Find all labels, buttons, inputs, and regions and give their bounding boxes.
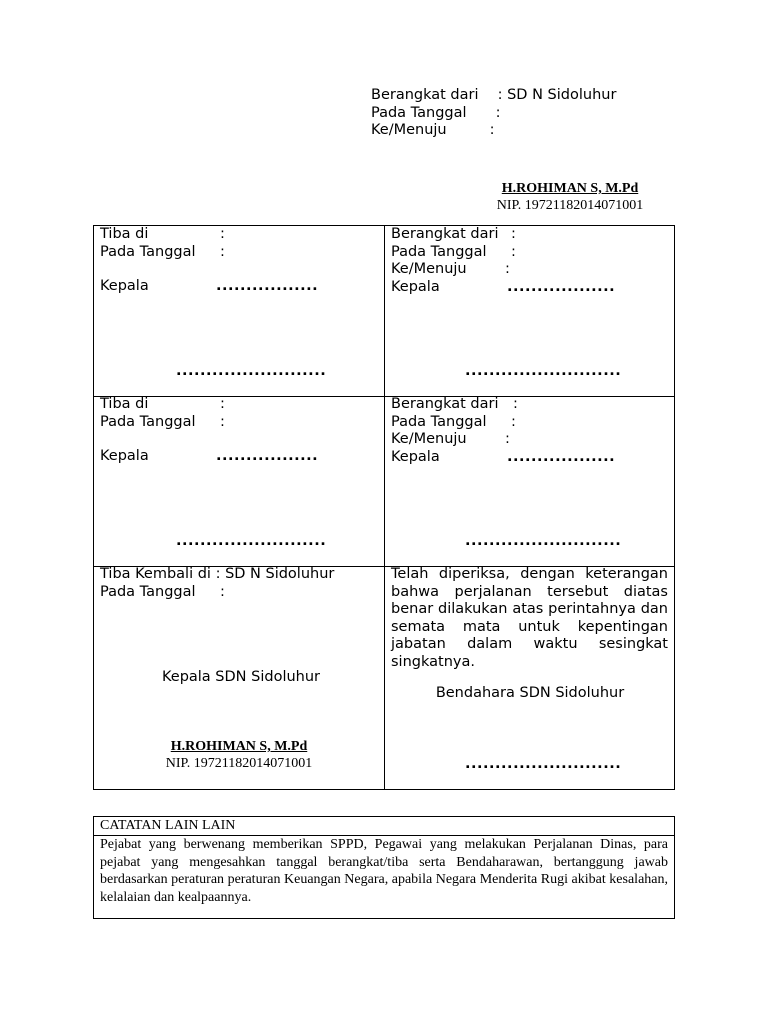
notes-body: Pejabat yang berwenang memberikan SPPD, Pegawai yang melakukan Perjalanan Dinas, para pejabat yang mengesahkan tanggal berangkat/tiba serta Bendaharawan, bertanggung jawab berdasarkan peraturan peraturan Keuangan Negara, apabila Negara Menderita Rugi akibat kesalahan, kelalaian dan kealpaannya. [100,837,668,905]
travel-stamp-grid [93,225,675,790]
departure-date-value: : [491,104,501,121]
departure-date-label: Pada Tanggal [391,243,487,260]
arrival-colon: : [220,226,225,242]
row1-arrival-cell [100,226,382,396]
arrival-label: Tiba di [100,226,149,242]
row1-departure-cell [391,226,673,396]
destination-label: Ke/Menuju [391,431,467,447]
signature-line: ......................... [176,363,327,379]
departure-label: Berangkat dari [391,226,499,242]
destination-label: Ke/Menuju [371,122,447,138]
row3-verification-cell [391,566,671,789]
principal-title: Kepala SDN Sidoluhur [161,669,320,685]
departure-label: Berangkat dari [391,396,499,412]
row2-arrival-cell [100,396,382,566]
principal-signature-block [94,738,384,772]
head-label: Kepala [391,278,440,295]
verification-statement: Telah diperiksa, dengan keterangan bahwa perjalanan tersebut diatas benar dilakukan atas perintahnya dan semata mata untuk kepentingan jabatan dalam waktu sesingkat singkatnya. [391,566,668,670]
departure-date-label: Pada Tanggal [391,413,487,430]
treasurer-title: Bendahara SDN Sidoluhur [435,685,625,701]
signature-line: .......................... [465,363,622,379]
departure-from-label: Berangkat dari [371,87,479,103]
treasurer-signature-line: .......................... [465,756,622,772]
departure-date-colon: : [511,243,516,260]
grid-divider-vertical [384,226,385,789]
signer-nip: NIP. 19721182014071001 [496,198,644,213]
top-signature-block [470,180,670,214]
head-label: Kepala [391,448,440,465]
destination-value: : [485,122,495,138]
arrival-label: Tiba di [100,396,149,412]
principal-nip: NIP. 19721182014071001 [165,756,313,771]
departure-date-colon: : [511,413,516,430]
departure-colon: : [513,396,518,412]
return-date-colon: : [220,583,225,600]
head-label: Kepala [100,278,149,294]
principal-name: H.ROHIMAN S, M.Pd [170,739,308,754]
arrival-date-label: Pada Tanggal [100,413,196,430]
arrival-date-label: Pada Tanggal [100,243,196,260]
destination-colon: : [505,431,510,447]
arrival-colon: : [220,396,225,412]
arrival-date-colon: : [220,243,225,260]
notes-title: CATATAN LAIN LAIN [94,817,674,836]
row3-return-cell [100,566,382,789]
departure-header [371,87,616,140]
head-label: Kepala [100,448,149,464]
signature-line: ......................... [176,533,327,549]
departure-from-value: : SD N Sidoluhur [493,87,617,103]
signature-line: .......................... [465,533,622,549]
destination-colon: : [505,261,510,277]
head-dots: .................. [507,448,616,465]
destination-label: Ke/Menuju [391,261,467,277]
head-dots: ................. [216,278,319,294]
signer-name: H.ROHIMAN S, M.Pd [501,181,639,196]
return-date-label: Pada Tanggal [100,583,196,600]
other-notes-box [93,816,675,919]
return-location: Tiba Kembali di : SD N Sidoluhur [100,566,335,582]
departure-colon: : [511,226,516,242]
arrival-date-colon: : [220,413,225,430]
departure-date-label: Pada Tanggal [371,104,467,121]
head-dots: .................. [507,278,616,295]
row2-departure-cell [391,396,673,566]
head-dots: ................. [216,448,319,464]
